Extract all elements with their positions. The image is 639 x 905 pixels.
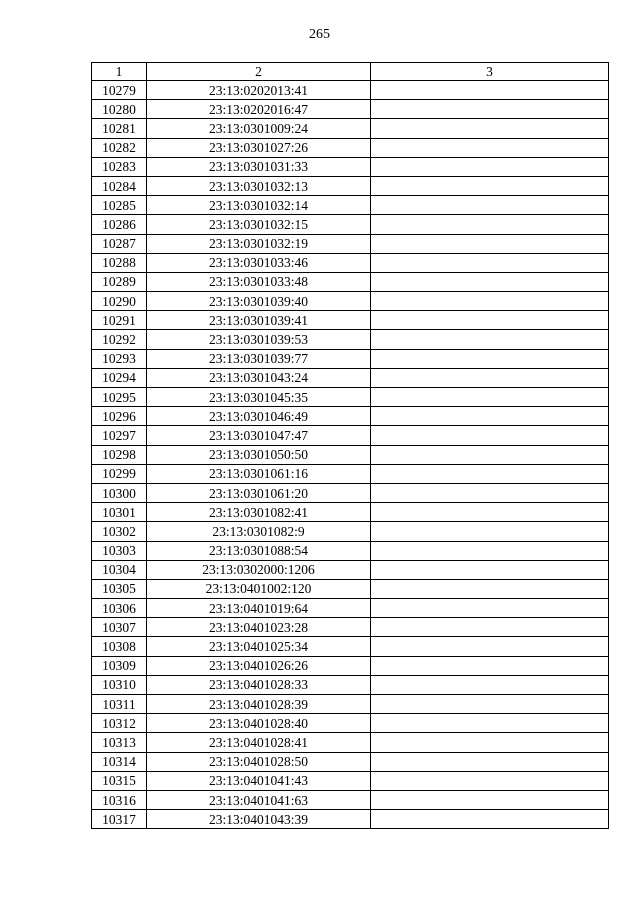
table-row xyxy=(92,215,609,234)
row-number-cell: 10298 xyxy=(92,445,147,464)
cadastral-number-cell: 23:13:0401043:39 xyxy=(147,810,371,829)
table-row xyxy=(92,253,609,272)
row-number-cell: 10299 xyxy=(92,464,147,483)
table-body xyxy=(92,81,609,829)
cadastral-number-cell: 23:13:0301050:50 xyxy=(147,445,371,464)
row-number-cell: 10283 xyxy=(92,157,147,176)
row-number-cell: 10316 xyxy=(92,790,147,809)
note-cell xyxy=(371,790,609,809)
row-number-cell: 10302 xyxy=(92,522,147,541)
table-row xyxy=(92,407,609,426)
row-number-cell: 10280 xyxy=(92,100,147,119)
cadastral-number-cell: 23:13:0301009:24 xyxy=(147,119,371,138)
note-cell xyxy=(371,733,609,752)
note-cell xyxy=(371,464,609,483)
note-cell xyxy=(371,368,609,387)
cadastral-number-cell: 23:13:0202013:41 xyxy=(147,81,371,100)
cadastral-number-cell: 23:13:0301043:24 xyxy=(147,368,371,387)
table-row xyxy=(92,388,609,407)
cadastral-number-cell: 23:13:0301033:48 xyxy=(147,272,371,291)
cadastral-number-cell: 23:13:0302000:1206 xyxy=(147,560,371,579)
cadastral-number-cell: 23:13:0301047:47 xyxy=(147,426,371,445)
table-row xyxy=(92,349,609,368)
row-number-cell: 10292 xyxy=(92,330,147,349)
table-row xyxy=(92,656,609,675)
column-header-1: 1 xyxy=(92,63,147,81)
table-header xyxy=(92,63,609,81)
table-row xyxy=(92,234,609,253)
cadastral-number-cell: 23:13:0301039:40 xyxy=(147,292,371,311)
cadastral-number-cell: 23:13:0401028:33 xyxy=(147,675,371,694)
table-row xyxy=(92,637,609,656)
cadastral-number-cell: 23:13:0301082:41 xyxy=(147,503,371,522)
note-cell xyxy=(371,81,609,100)
note-cell xyxy=(371,196,609,215)
cadastral-number-cell: 23:13:0301032:19 xyxy=(147,234,371,253)
cadastral-number-cell: 23:13:0301045:35 xyxy=(147,388,371,407)
table-row xyxy=(92,483,609,502)
row-number-cell: 10301 xyxy=(92,503,147,522)
table-row xyxy=(92,292,609,311)
note-cell xyxy=(371,253,609,272)
cadastral-number-cell: 23:13:0301061:16 xyxy=(147,464,371,483)
table-row xyxy=(92,618,609,637)
table-row xyxy=(92,522,609,541)
table-row xyxy=(92,138,609,157)
cadastral-number-cell: 23:13:0401041:43 xyxy=(147,771,371,790)
row-number-cell: 10310 xyxy=(92,675,147,694)
note-cell xyxy=(371,637,609,656)
note-cell xyxy=(371,695,609,714)
row-number-cell: 10279 xyxy=(92,81,147,100)
cadastral-number-cell: 23:13:0401041:63 xyxy=(147,790,371,809)
cadastral-number-cell: 23:13:0401026:26 xyxy=(147,656,371,675)
cadastral-number-cell: 23:13:0301027:26 xyxy=(147,138,371,157)
table-row xyxy=(92,733,609,752)
row-number-cell: 10313 xyxy=(92,733,147,752)
note-cell xyxy=(371,618,609,637)
row-number-cell: 10285 xyxy=(92,196,147,215)
row-number-cell: 10303 xyxy=(92,541,147,560)
cadastral-number-cell: 23:13:0301046:49 xyxy=(147,407,371,426)
row-number-cell: 10286 xyxy=(92,215,147,234)
cadastral-number-cell: 23:13:0301031:33 xyxy=(147,157,371,176)
table-row xyxy=(92,100,609,119)
cadastral-number-cell: 23:13:0301032:13 xyxy=(147,176,371,195)
note-cell xyxy=(371,503,609,522)
note-cell xyxy=(371,522,609,541)
row-number-cell: 10307 xyxy=(92,618,147,637)
note-cell xyxy=(371,349,609,368)
table-row xyxy=(92,368,609,387)
note-cell xyxy=(371,810,609,829)
row-number-cell: 10284 xyxy=(92,176,147,195)
cadastral-number-cell: 23:13:0301088:54 xyxy=(147,541,371,560)
note-cell xyxy=(371,445,609,464)
table-row xyxy=(92,810,609,829)
row-number-cell: 10289 xyxy=(92,272,147,291)
note-cell xyxy=(371,407,609,426)
table-row xyxy=(92,119,609,138)
table-row xyxy=(92,426,609,445)
cadastral-number-cell: 23:13:0401025:34 xyxy=(147,637,371,656)
register-table xyxy=(91,62,609,829)
cadastral-number-cell: 23:13:0301039:41 xyxy=(147,311,371,330)
row-number-cell: 10290 xyxy=(92,292,147,311)
table-row xyxy=(92,771,609,790)
column-header-2: 2 xyxy=(147,63,371,81)
row-number-cell: 10314 xyxy=(92,752,147,771)
cadastral-number-cell: 23:13:0301032:15 xyxy=(147,215,371,234)
table-row xyxy=(92,714,609,733)
table-row xyxy=(92,464,609,483)
row-number-cell: 10308 xyxy=(92,637,147,656)
table-row xyxy=(92,81,609,100)
cadastral-number-cell: 23:13:0301039:77 xyxy=(147,349,371,368)
page-number: 265 xyxy=(309,27,330,42)
table-row xyxy=(92,579,609,598)
note-cell xyxy=(371,483,609,502)
table-row xyxy=(92,599,609,618)
table-row xyxy=(92,176,609,195)
note-cell xyxy=(371,752,609,771)
cadastral-number-cell: 23:13:0301033:46 xyxy=(147,253,371,272)
cadastral-number-cell: 23:13:0401028:50 xyxy=(147,752,371,771)
note-cell xyxy=(371,388,609,407)
note-cell xyxy=(371,311,609,330)
row-number-cell: 10295 xyxy=(92,388,147,407)
note-cell xyxy=(371,541,609,560)
note-cell xyxy=(371,599,609,618)
note-cell xyxy=(371,234,609,253)
note-cell xyxy=(371,119,609,138)
row-number-cell: 10305 xyxy=(92,579,147,598)
table-row xyxy=(92,330,609,349)
row-number-cell: 10309 xyxy=(92,656,147,675)
row-number-cell: 10304 xyxy=(92,560,147,579)
table-row xyxy=(92,445,609,464)
table-row xyxy=(92,272,609,291)
cadastral-number-cell: 23:13:0401002:120 xyxy=(147,579,371,598)
row-number-cell: 10294 xyxy=(92,368,147,387)
note-cell xyxy=(371,176,609,195)
table-row xyxy=(92,196,609,215)
note-cell xyxy=(371,157,609,176)
cadastral-number-cell: 23:13:0301032:14 xyxy=(147,196,371,215)
note-cell xyxy=(371,426,609,445)
row-number-cell: 10312 xyxy=(92,714,147,733)
row-number-cell: 10297 xyxy=(92,426,147,445)
table-row xyxy=(92,695,609,714)
row-number-cell: 10288 xyxy=(92,253,147,272)
row-number-cell: 10315 xyxy=(92,771,147,790)
row-number-cell: 10296 xyxy=(92,407,147,426)
note-cell xyxy=(371,656,609,675)
cadastral-number-cell: 23:13:0202016:47 xyxy=(147,100,371,119)
note-cell xyxy=(371,215,609,234)
row-number-cell: 10281 xyxy=(92,119,147,138)
cadastral-number-cell: 23:13:0301082:9 xyxy=(147,522,371,541)
cadastral-number-cell: 23:13:0301061:20 xyxy=(147,483,371,502)
note-cell xyxy=(371,100,609,119)
note-cell xyxy=(371,138,609,157)
note-cell xyxy=(371,272,609,291)
column-header-3: 3 xyxy=(371,63,609,81)
row-number-cell: 10317 xyxy=(92,810,147,829)
note-cell xyxy=(371,675,609,694)
cadastral-number-cell: 23:13:0401028:41 xyxy=(147,733,371,752)
table-row xyxy=(92,560,609,579)
row-number-cell: 10291 xyxy=(92,311,147,330)
note-cell xyxy=(371,560,609,579)
row-number-cell: 10306 xyxy=(92,599,147,618)
row-number-cell: 10287 xyxy=(92,234,147,253)
table-row xyxy=(92,541,609,560)
note-cell xyxy=(371,579,609,598)
note-cell xyxy=(371,771,609,790)
table-row xyxy=(92,503,609,522)
note-cell xyxy=(371,330,609,349)
note-cell xyxy=(371,714,609,733)
cadastral-number-cell: 23:13:0401028:39 xyxy=(147,695,371,714)
cadastral-number-cell: 23:13:0401019:64 xyxy=(147,599,371,618)
table-row xyxy=(92,157,609,176)
note-cell xyxy=(371,292,609,311)
cadastral-number-cell: 23:13:0401023:28 xyxy=(147,618,371,637)
table-row xyxy=(92,311,609,330)
row-number-cell: 10282 xyxy=(92,138,147,157)
header-row xyxy=(92,63,609,81)
table-row xyxy=(92,752,609,771)
row-number-cell: 10311 xyxy=(92,695,147,714)
row-number-cell: 10293 xyxy=(92,349,147,368)
row-number-cell: 10300 xyxy=(92,483,147,502)
table-row xyxy=(92,675,609,694)
cadastral-number-cell: 23:13:0401028:40 xyxy=(147,714,371,733)
table-row xyxy=(92,790,609,809)
cadastral-number-cell: 23:13:0301039:53 xyxy=(147,330,371,349)
